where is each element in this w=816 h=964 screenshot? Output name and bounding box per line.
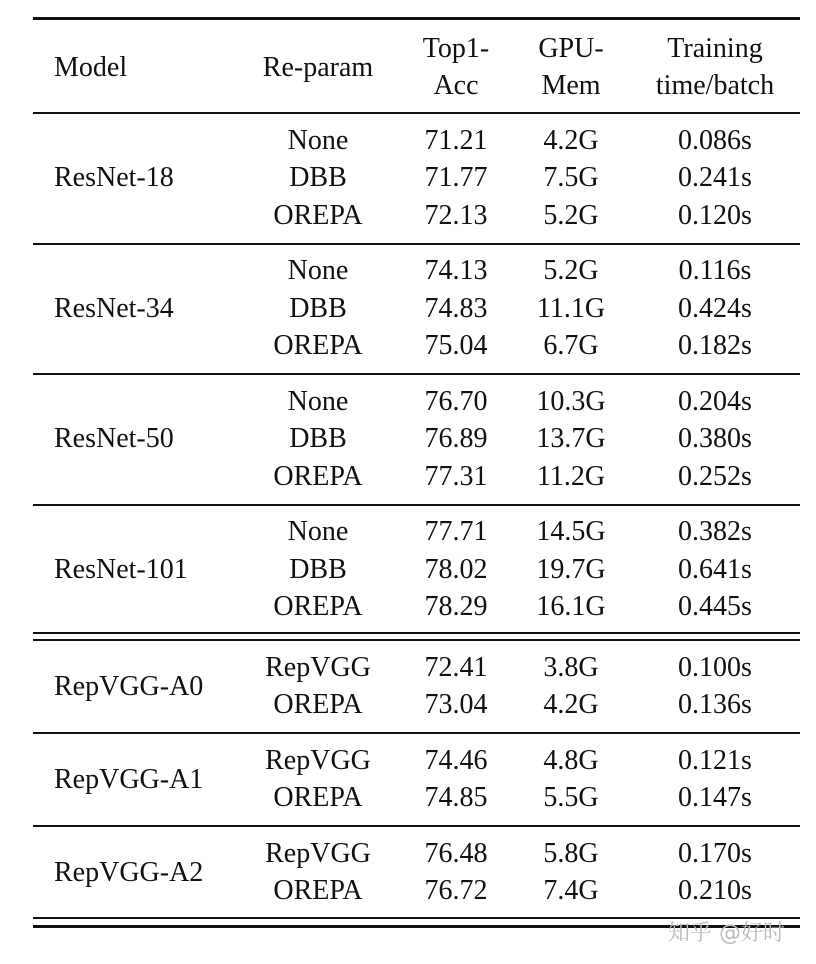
top1-acc-cell: 74.46 xyxy=(424,744,488,776)
reparam-cell: OREPA xyxy=(273,689,363,721)
reparam-cell: DBB xyxy=(289,553,347,585)
time-per-batch-cell: 0.086s xyxy=(678,124,752,156)
double-rule xyxy=(33,632,800,634)
reparam-cell: RepVGG xyxy=(265,744,371,776)
model-name: ResNet-34 xyxy=(54,292,174,324)
gpu-mem-cell: 14.5G xyxy=(536,516,606,548)
gpu-mem-cell: 3.8G xyxy=(543,651,599,683)
header-gpu: GPU- xyxy=(538,33,604,64)
gpu-mem-cell: 11.1G xyxy=(536,292,606,324)
time-per-batch-cell: 0.380s xyxy=(678,423,752,455)
reparam-cell: OREPA xyxy=(273,782,363,814)
model-name: ResNet-50 xyxy=(54,423,174,455)
time-per-batch-cell: 0.147s xyxy=(678,782,752,814)
time-per-batch-cell: 0.241s xyxy=(678,162,752,194)
top1-acc-cell: 77.31 xyxy=(424,460,488,492)
top1-acc-cell: 73.04 xyxy=(424,689,488,721)
reparam-cell: None xyxy=(287,255,349,287)
top1-acc-cell: 74.85 xyxy=(424,782,488,814)
reparam-cell: DBB xyxy=(289,162,347,194)
group-rule xyxy=(33,825,800,827)
time-per-batch-cell: 0.170s xyxy=(678,837,752,869)
header-time-batch: time/batch xyxy=(655,70,775,101)
reparam-cell: None xyxy=(287,124,349,156)
gpu-mem-cell: 7.4G xyxy=(543,875,599,907)
header-top1: Top1- xyxy=(422,33,490,64)
gpu-mem-cell: 11.2G xyxy=(536,460,606,492)
time-per-batch-cell: 0.204s xyxy=(678,385,752,417)
header-training: Training xyxy=(667,33,763,64)
group-rule xyxy=(33,373,800,375)
watermark: 知乎 @好时 xyxy=(668,921,785,946)
gpu-mem-cell: 5.5G xyxy=(543,782,599,814)
top1-acc-cell: 76.72 xyxy=(424,875,488,907)
header-reparam: Re-param xyxy=(262,52,374,83)
gpu-mem-cell: 5.2G xyxy=(543,199,599,231)
gpu-mem-cell: 16.1G xyxy=(536,591,606,623)
model-name: ResNet-18 xyxy=(54,162,174,194)
group-rule xyxy=(33,504,800,506)
gpu-mem-cell: 5.8G xyxy=(543,837,599,869)
time-per-batch-cell: 0.641s xyxy=(678,553,752,585)
time-per-batch-cell: 0.210s xyxy=(678,875,752,907)
header-model: Model xyxy=(54,52,128,83)
top1-acc-cell: 75.04 xyxy=(424,330,488,362)
reparam-cell: RepVGG xyxy=(265,837,371,869)
time-per-batch-cell: 0.116s xyxy=(678,255,752,287)
time-per-batch-cell: 0.182s xyxy=(678,330,752,362)
group-rule xyxy=(33,243,800,245)
reparam-cell: OREPA xyxy=(273,875,363,907)
gpu-mem-cell: 7.5G xyxy=(543,162,599,194)
time-per-batch-cell: 0.120s xyxy=(678,199,752,231)
model-name: RepVGG-A0 xyxy=(54,670,204,702)
gpu-mem-cell: 4.8G xyxy=(543,744,599,776)
reparam-cell: OREPA xyxy=(273,460,363,492)
time-per-batch-cell: 0.382s xyxy=(678,516,752,548)
model-name: ResNet-101 xyxy=(54,553,188,585)
reparam-cell: RepVGG xyxy=(265,651,371,683)
top1-acc-cell: 71.77 xyxy=(424,162,488,194)
top1-acc-cell: 78.29 xyxy=(424,591,488,623)
top1-acc-cell: 74.13 xyxy=(424,255,488,287)
header-mem: Mem xyxy=(541,70,601,101)
gpu-mem-cell: 19.7G xyxy=(536,553,606,585)
top1-acc-cell: 77.71 xyxy=(424,516,488,548)
group-rule xyxy=(33,732,800,734)
double-rule xyxy=(33,639,800,641)
gpu-mem-cell: 4.2G xyxy=(543,124,599,156)
top1-acc-cell: 71.21 xyxy=(424,124,488,156)
top1-acc-cell: 76.89 xyxy=(424,423,488,455)
model-name: RepVGG-A2 xyxy=(54,856,204,888)
time-per-batch-cell: 0.445s xyxy=(678,591,752,623)
gpu-mem-cell: 6.7G xyxy=(543,330,599,362)
reparam-cell: OREPA xyxy=(273,330,363,362)
top1-acc-cell: 72.13 xyxy=(424,199,488,231)
gpu-mem-cell: 4.2G xyxy=(543,689,599,721)
gpu-mem-cell: 13.7G xyxy=(536,423,606,455)
reparam-cell: OREPA xyxy=(273,199,363,231)
reparam-cell: DBB xyxy=(289,292,347,324)
reparam-cell: OREPA xyxy=(273,591,363,623)
top1-acc-cell: 74.83 xyxy=(424,292,488,324)
gpu-mem-cell: 10.3G xyxy=(536,385,606,417)
top1-acc-cell: 76.70 xyxy=(424,385,488,417)
time-per-batch-cell: 0.424s xyxy=(678,292,752,324)
time-per-batch-cell: 0.136s xyxy=(678,689,752,721)
top1-acc-cell: 76.48 xyxy=(424,837,488,869)
time-per-batch-cell: 0.252s xyxy=(678,460,752,492)
time-per-batch-cell: 0.121s xyxy=(678,744,752,776)
top1-acc-cell: 72.41 xyxy=(424,651,488,683)
reparam-cell: DBB xyxy=(289,423,347,455)
reparam-cell: None xyxy=(287,385,349,417)
header-rule xyxy=(33,112,800,114)
reparam-cell: None xyxy=(287,516,349,548)
top-rule xyxy=(33,17,800,20)
top1-acc-cell: 78.02 xyxy=(424,553,488,585)
header-acc: Acc xyxy=(433,70,479,101)
time-per-batch-cell: 0.100s xyxy=(678,651,752,683)
gpu-mem-cell: 5.2G xyxy=(543,255,599,287)
model-name: RepVGG-A1 xyxy=(54,763,204,795)
